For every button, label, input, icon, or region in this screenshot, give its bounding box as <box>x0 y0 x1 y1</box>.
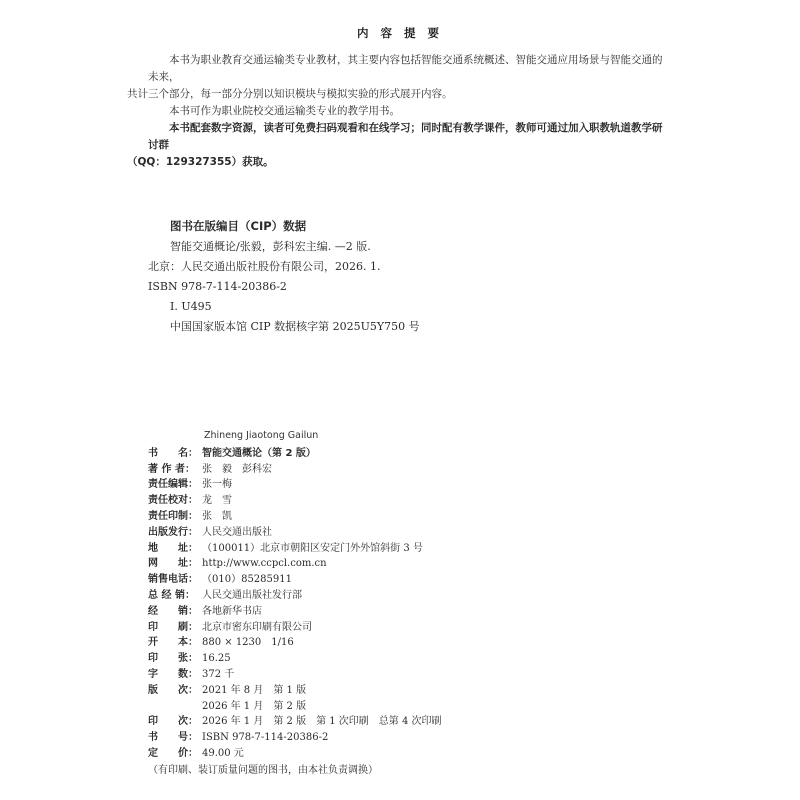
colophon-row-value: http://www.ccpcl.com.cn <box>202 558 327 570</box>
colophon-row-value: 16.25 <box>202 653 231 665</box>
summary-paragraph-1-line-1: 本书为职业教育交通运输类专业教材，其主要内容包括智能交通系统概述、智能交通应用场景与智能交通的未来， <box>148 54 663 83</box>
cip-block <box>148 216 668 337</box>
summary-paragraph-3 <box>127 120 668 171</box>
colophon-row-label: 印 刷： <box>148 621 198 633</box>
cip-line-isbn: ISBN 978-7-114-20386-2 <box>148 280 287 293</box>
colophon-row <box>148 651 708 667</box>
colophon-row <box>148 620 708 636</box>
colophon-row-label: 书 号： <box>148 732 198 744</box>
cip-line-record-number: 中国国家版本馆 CIP 数据核字第 2025U5Y750 号 <box>170 320 420 333</box>
colophon-row-value: 张 凯 <box>202 510 232 522</box>
colophon-row <box>148 556 708 572</box>
colophon-row-value: 2021 年 8 月 第 1 版 <box>202 684 307 696</box>
summary-paragraph-3-line-2: （QQ：129327355）获取。 <box>127 156 274 168</box>
colophon-row-label: 定 价： <box>148 747 198 759</box>
colophon-row-label: 销售电话： <box>148 574 198 586</box>
cip-line-classification: Ⅰ. U495 <box>170 300 212 313</box>
colophon-row-label: 出版发行： <box>148 526 198 538</box>
colophon-row <box>148 635 708 651</box>
colophon-row <box>148 604 708 620</box>
colophon-row-label: 著 作 者： <box>148 463 195 475</box>
colophon-row-label: 责任校对： <box>148 495 198 507</box>
colophon-row <box>148 541 708 557</box>
summary-body <box>127 52 668 171</box>
colophon-row <box>148 746 708 762</box>
colophon-row-value: 2026 年 1 月 第 2 版 <box>202 700 307 712</box>
summary-paragraph-1-line-2: 共计三个部分，每一部分分别以知识模块与模拟实验的形式展开内容。 <box>127 88 453 100</box>
summary-paragraph-2: 本书可作为职业院校交通运输类专业的教学用书。 <box>169 105 400 117</box>
cip-line-publisher: 北京：人民交通出版社股份有限公司，2026. 1. <box>148 260 381 273</box>
colophon-row <box>148 683 708 699</box>
colophon-row-value: 人民交通出版社 <box>202 526 272 538</box>
colophon-rows <box>148 446 708 762</box>
colophon-row-label: 地 址： <box>148 542 198 554</box>
colophon-row-value: 各地新华书店 <box>202 605 262 617</box>
colophon-row-value: 49.00 元 <box>202 747 244 759</box>
colophon-row-value: 智能交通概论（第 2 版） <box>202 447 316 459</box>
quality-note: （有印刷、装订质量问题的图书，由本社负责调换） <box>148 764 378 776</box>
colophon-row-label: 版 次： <box>148 684 198 696</box>
colophon-row-label: 印 张： <box>148 653 198 665</box>
colophon-row-value: 北京市密东印刷有限公司 <box>202 621 312 633</box>
colophon-row <box>148 588 708 604</box>
colophon-row-label: 书 名： <box>148 447 198 459</box>
colophon-row-value: 372 千 <box>202 668 235 680</box>
colophon-row <box>148 714 708 730</box>
colophon-row-label <box>148 699 200 715</box>
colophon-row-value: 张 毅 彭科宏 <box>202 463 272 475</box>
cip-line-title-author: 智能交通概论/张毅，彭科宏主编. —2 版. <box>170 240 371 253</box>
colophon-row-value: （010）85285911 <box>202 574 292 586</box>
colophon-row-value: ISBN 978-7-114-20386-2 <box>202 732 329 744</box>
colophon-row-label: 开 本： <box>148 637 198 649</box>
colophon-row-value: 龙 雪 <box>202 495 232 507</box>
colophon-row-value: 张一梅 <box>202 479 232 491</box>
colophon-row-label: 字 数： <box>148 668 198 680</box>
summary-paragraph-1 <box>127 52 668 103</box>
cip-title: 图书在版编目（CIP）数据 <box>170 219 307 233</box>
colophon-row-value: （100011）北京市朝阳区安定门外外馆斜街 3 号 <box>202 542 423 554</box>
colophon-row <box>148 699 708 715</box>
colophon-row <box>148 667 708 683</box>
colophon-row-value: 人民交通出版社发行部 <box>202 589 302 601</box>
colophon-row-label: 经 销： <box>148 605 198 617</box>
pinyin-title: Zhineng Jiaotong Gailun <box>204 430 319 441</box>
colophon-row <box>148 572 708 588</box>
colophon-row-value: 880 × 1230 1/16 <box>202 637 294 649</box>
colophon-row-value: 2026 年 1 月 第 2 版 第 1 次印刷 总第 4 次印刷 <box>202 716 442 728</box>
summary-paragraph-3-line-1: 本书配套数字资源，读者可免费扫码观看和在线学习；同时配有教学课件，教师可通过加入职教轨道教学研讨群 <box>148 122 663 151</box>
colophon-row <box>148 493 708 509</box>
colophon-row <box>148 730 708 746</box>
colophon-row-label: 印 次： <box>148 716 198 728</box>
colophon-row <box>148 525 708 541</box>
colophon-row <box>148 509 708 525</box>
colophon <box>148 428 708 779</box>
colophon-row <box>148 462 708 478</box>
colophon-row <box>148 446 708 462</box>
colophon-row-label: 网 址： <box>148 558 198 570</box>
colophon-row-label: 责任编辑： <box>148 479 198 491</box>
colophon-row <box>148 477 708 493</box>
summary-heading: 内 容 提 要 <box>356 26 443 40</box>
colophon-row-label: 责任印制： <box>148 510 198 522</box>
colophon-row-label: 总 经 销： <box>148 589 195 601</box>
